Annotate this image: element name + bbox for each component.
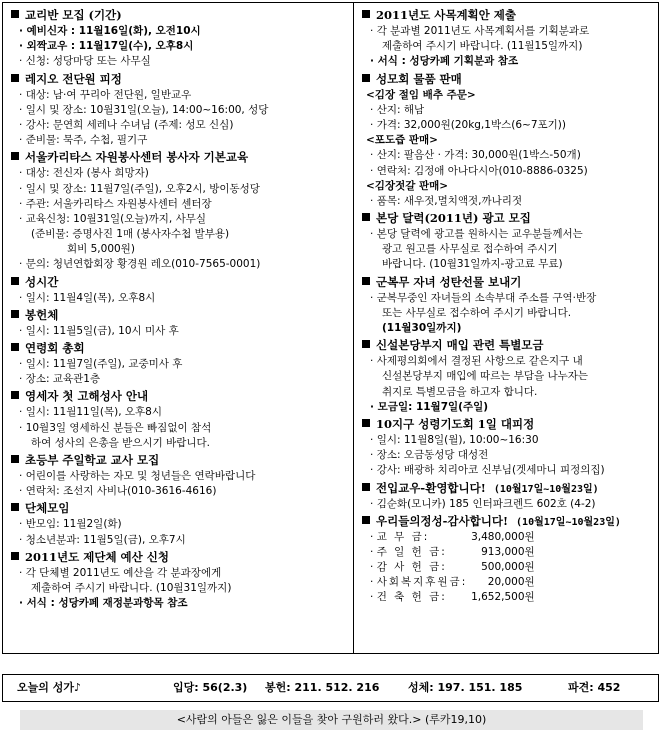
notice-line: · 산지: 해남: [360, 103, 660, 118]
bullet-square-icon: [362, 213, 370, 221]
section-title-text: 연령회 총회: [25, 341, 85, 355]
notice-line: 광고 원고를 사무실로 접수하여 주시기: [382, 243, 558, 256]
left-column: [9, 7, 349, 612]
section-title-text: 2011년도 제단체 예산 신청: [25, 549, 169, 564]
bullet-square-icon: [362, 74, 370, 82]
notice-section: [360, 210, 660, 273]
section-title-text: 성모회 물품 판매: [376, 71, 462, 86]
subheading: <포도즙 판매>: [366, 134, 438, 147]
donation-row: [360, 530, 660, 545]
notice-line: · 10월3일 영세하신 분들은 빠짐없이 참석: [9, 421, 349, 436]
section-title: [360, 71, 660, 88]
section-title: [360, 416, 660, 433]
bullet-square-icon: [11, 455, 19, 463]
notice-line: · 장소: 오금동성당 대성전: [360, 448, 660, 463]
donation-label: 감 사 헌 금:: [376, 560, 447, 573]
notice-section: [360, 71, 660, 210]
donation-amount: 3,480,000원: [471, 530, 535, 543]
notice-section: [360, 274, 660, 337]
section-title: [9, 388, 349, 405]
notice-line: (11월30일까지): [382, 322, 462, 334]
bullet-square-icon: [362, 516, 370, 524]
donation-label: 건 축 헌 금:: [376, 590, 447, 603]
mass-stats-bar: [2, 674, 659, 702]
section-period: (10월17일~10월23일): [493, 483, 599, 495]
donation-row: [360, 590, 660, 605]
notice-line: · 서식 : 성당카페 재정분과항목 참조: [9, 596, 349, 611]
section-title-text: 초등부 주일학교 교사 모집: [25, 452, 160, 467]
donation-label: 교 무 금:: [376, 530, 430, 543]
notice-line: 바랍니다. (10월31일까지-광고료 무료): [382, 258, 563, 271]
bullet-square-icon: [362, 10, 370, 18]
bullet-square-icon: [11, 391, 19, 399]
notice-line: 제출하여 주시기 바랍니다. (11월15일까지): [382, 40, 583, 53]
notice-line: · 연락처: 조선지 사비나(010-3616-4616): [9, 484, 349, 499]
notice-section: [9, 388, 349, 451]
stats-offertory: 봉헌: 211. 512. 216: [265, 681, 380, 694]
notice-line: · 일시 및 장소: 10월31일(오늘), 14:00~16:00, 성당: [9, 103, 349, 118]
notice-section: [9, 7, 349, 70]
notice-line: · 모금일: 11월7일(주일): [360, 400, 660, 415]
notice-section: [360, 337, 660, 415]
notice-line: 또는 사무실로 접수하여 주시기 바랍니다.: [382, 306, 572, 319]
notice-line: · 일시: 11월11일(목), 오후8시: [9, 405, 349, 420]
bullet-square-icon: [362, 419, 370, 427]
notice-section: [360, 7, 660, 70]
stats-label: 오늘의 성가♪: [17, 681, 81, 694]
bullet-square-icon: [11, 10, 19, 18]
section-period: (10월17일~10월23일): [516, 516, 621, 528]
notice-section: [360, 416, 660, 479]
bullet-square-icon: [11, 74, 19, 82]
donation-label: 주 일 헌 금:: [376, 545, 447, 558]
donation-amount: 20,000원: [487, 575, 535, 588]
bullet-square-icon: [11, 277, 19, 285]
notice-line: (준비물: 증명사진 1매 (봉사자수첩 발부용): [31, 228, 230, 241]
notice-line: · 일시: 11월7일(주일), 교중미사 후: [9, 357, 349, 372]
notice-line: · 청소년분과: 11월5일(금), 오후7시: [9, 533, 349, 548]
notice-line: · 품목: 새우젓,멸치액젓,까나리젓: [360, 194, 660, 209]
column-divider: [353, 3, 354, 653]
notice-line: · 준비물: 묵주, 수첩, 필기구: [9, 133, 349, 148]
section-title: [360, 337, 660, 354]
donation-amount: 913,000원: [481, 545, 535, 558]
notice-line: · 군복무중인 자녀들의 소속부대 주소를 구역·반장: [360, 291, 660, 306]
notice-line: · 일시: 11월8일(월), 10:00~16:30: [360, 433, 660, 448]
section-title: [9, 452, 349, 469]
section-title-text: 성시간: [25, 274, 59, 289]
notice-section: [360, 480, 660, 512]
bullet-square-icon: [11, 343, 19, 351]
section-title: [9, 71, 349, 88]
notice-line: · 반모임: 11월2일(화): [9, 517, 349, 532]
section-title: [9, 500, 349, 517]
section-title: [9, 7, 349, 24]
donation-row: [360, 575, 660, 590]
donation-label: 사회복지후원금:: [376, 575, 468, 588]
notice-line: · 주관: 서울카리타스 자원봉사센터 센터장: [9, 197, 349, 212]
section-title: [9, 307, 349, 324]
bullet-square-icon: [362, 483, 370, 491]
bulletin-frame: [2, 2, 659, 654]
notice-section: [9, 549, 349, 612]
notice-line: · 장소: 교육관1층: [9, 372, 349, 387]
donation-row: [360, 545, 660, 560]
section-title: [360, 210, 660, 227]
notice-line: 신설본당부지 매입에 따르는 부담을 나누자는: [382, 370, 589, 383]
notice-line: 취지로 특별모금을 하고자 합니다.: [382, 385, 538, 398]
notice-line: · 김순화(모니카) 185 인터파크렌드 602호 (4-2): [360, 497, 660, 512]
bullet-square-icon: [362, 340, 370, 348]
notice-line: · 서식 : 성당카페 기획분과 참조: [360, 54, 660, 69]
notice-line: · 문의: 청년연합회장 황경원 레오(010-7565-0001): [9, 257, 349, 272]
notice-section: [9, 71, 349, 149]
bullet-square-icon: [362, 277, 370, 285]
notice-line: · 각 단체별 2011년도 예산을 각 분과장에게: [9, 566, 349, 581]
notice-line: 제출하여 주시기 바랍니다. (10월31일까지): [31, 581, 232, 594]
bullet-square-icon: [11, 310, 19, 318]
section-title-text: 신설본당부지 매입 관련 특별모금: [376, 338, 544, 353]
notice-line: · 일시 및 장소: 11월7일(주일), 오후2시, 방이동성당: [9, 182, 349, 197]
notice-line: · 일시: 11월5일(금), 10시 미사 후: [9, 324, 349, 339]
section-title: [9, 340, 349, 357]
section-title-text: 우리들의정성-감사합니다!: [376, 513, 509, 528]
notice-line: · 어린이를 사랑하는 자모 및 청년들은 연락바랍니다: [9, 469, 349, 484]
notice-section: [360, 513, 660, 605]
stats-entrance: 입당: 56(2.3): [173, 681, 248, 694]
section-title: [360, 7, 660, 24]
notice-line: · 대상: 남·여 꾸리아 전단원, 일반교우: [9, 88, 349, 103]
section-title-text: 군복무 자녀 성탄선물 보내기: [376, 274, 522, 289]
notice-line: · 일시: 11월4일(목), 오후8시: [9, 291, 349, 306]
section-title: [9, 549, 349, 566]
section-title-text: 봉헌체: [25, 307, 59, 322]
notice-line: · 강사: 문연희 세레나 수녀님 (주제: 성모 신심): [9, 118, 349, 133]
section-title-text: 2011년도 사목계획안 제출: [376, 8, 516, 22]
section-title-text: 전입교우-환영합니다!: [376, 480, 486, 495]
notice-section: [9, 452, 349, 499]
notice-line: · 외짝교우 : 11월17일(수), 오후8시: [9, 39, 349, 54]
notice-line: · 강사: 배광하 치리아코 신부님(겟세마니 피정의집): [360, 463, 660, 478]
section-title-text: 본당 달력(2011년) 광고 모집: [376, 211, 531, 226]
notice-line: 회비 5,000원): [67, 243, 135, 256]
notice-section: [9, 340, 349, 387]
section-title: [360, 513, 660, 530]
notice-line: · 산지: 팔음산 · 가격: 30,000원(1박스-50개): [360, 148, 660, 163]
gospel-verse: <사람의 아들은 잃은 이들을 찾아 구원하러 왔다.> (루카19,10): [20, 710, 643, 730]
notice-line: 하여 성사의 은총을 받으시기 바랍니다.: [31, 436, 210, 449]
notice-line: · 각 분과별 2011년도 사목계획서를 기획분과로: [360, 24, 660, 39]
section-title-text: 레지오 전단원 피정: [25, 71, 122, 86]
subheading: <김장 절임 배추 주문>: [366, 88, 476, 101]
section-title: [9, 149, 349, 166]
notice-section: [9, 500, 349, 547]
donation-amount: 1,652,500원: [471, 590, 535, 603]
donation-amount: 500,000원: [481, 560, 535, 573]
stats-dismissal: 파견: 452: [568, 681, 621, 694]
subheading: <김장젓갈 판매>: [366, 179, 449, 192]
bullet-square-icon: [11, 552, 19, 560]
notice-line: · 예비신자 : 11월16일(화), 오전10시: [9, 24, 349, 39]
bullet-square-icon: [11, 152, 19, 160]
donation-row: [360, 560, 660, 575]
notice-line: · 사제평의회에서 결정된 사항으로 같은지구 내: [360, 354, 660, 369]
section-title-text: 단체모임: [25, 501, 70, 516]
notice-section: [9, 307, 349, 339]
section-title-text: 영세자 첫 고해성사 안내: [25, 389, 149, 404]
section-title-text: 교리반 모집 (기간): [25, 8, 122, 22]
notice-line: · 본당 달력에 광고를 원하시는 교우분들께서는: [360, 227, 660, 242]
bullet-square-icon: [11, 503, 19, 511]
notice-line: · 연락처: 김정애 아나다시아(010-8886-0325): [360, 164, 660, 179]
notice-section: [9, 274, 349, 306]
section-title-text: 10지구 성령기도회 1일 대피정: [376, 416, 535, 431]
right-column: [360, 7, 660, 606]
notice-line: · 교육신청: 10월31일(오늘)까지, 사무실: [9, 212, 349, 227]
stats-communion: 성체: 197. 151. 185: [408, 681, 523, 694]
section-title-text: 서울카리타스 자원봉사센터 봉사자 기본교육: [25, 150, 249, 165]
notice-line: · 대상: 전신자 (봉사 희망자): [9, 166, 349, 181]
notice-section: [9, 149, 349, 272]
notice-line: · 가격: 32,000원(20kg,1박스(6~7포기)): [360, 118, 660, 133]
notice-line: · 신청: 성당마당 또는 사무실: [9, 54, 349, 69]
section-title: [360, 480, 660, 497]
section-title: [360, 274, 660, 291]
section-title: [9, 274, 349, 291]
